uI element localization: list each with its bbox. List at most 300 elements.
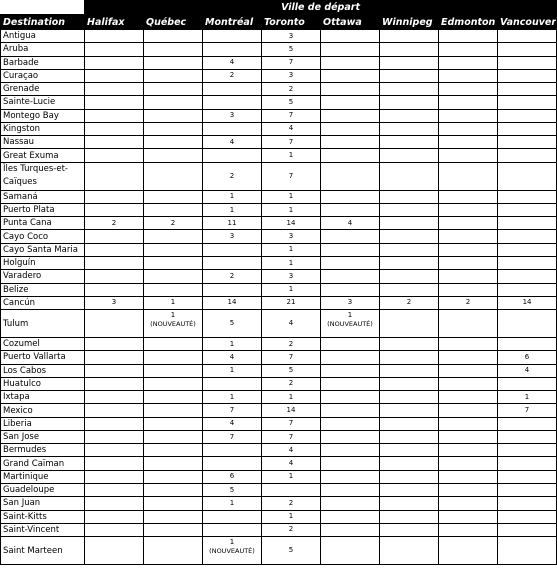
flight-count-cell (262, 470, 321, 483)
flight-count-cell (85, 404, 144, 417)
flight-count-cell (498, 56, 557, 69)
flight-count-value: 7 (288, 58, 294, 67)
flight-count-cell (498, 510, 557, 523)
flight-count-cell (439, 256, 498, 269)
destination-cell: Barbade (1, 56, 85, 69)
destination-cell: Ixtapa (1, 391, 85, 404)
flight-count-cell (439, 30, 498, 43)
flight-count-cell (498, 122, 557, 135)
flight-count-cell (144, 457, 203, 470)
table-row (1, 83, 557, 96)
flight-count-cell (85, 43, 144, 56)
flight-count-cell (439, 537, 498, 565)
flight-count-cell (498, 338, 557, 351)
flight-count-cell (262, 483, 321, 496)
flight-count-cell (144, 523, 203, 536)
flight-count-cell (85, 338, 144, 351)
flight-count-cell (380, 162, 439, 190)
flight-count-value: 6 (229, 472, 235, 481)
table-row (1, 296, 557, 309)
flight-count-cell (262, 430, 321, 443)
city-header: Vancouver (498, 15, 557, 30)
flight-count-cell (85, 283, 144, 296)
table-row (1, 470, 557, 483)
destination-cell: Huatulco (1, 377, 85, 390)
flight-count-value: 7 (288, 111, 294, 120)
flight-count-cell (321, 149, 380, 162)
flight-count-cell (85, 136, 144, 149)
flight-count-cell (498, 256, 557, 269)
flight-count-cell (262, 69, 321, 82)
flight-count-cell (498, 190, 557, 203)
flight-count-cell (144, 470, 203, 483)
flight-count-cell (203, 96, 262, 109)
flight-count-cell (203, 457, 262, 470)
flight-count-cell (380, 69, 439, 82)
flight-count-cell (498, 30, 557, 43)
destination-cell: Cayo Coco (1, 230, 85, 243)
flight-count-cell (498, 230, 557, 243)
flight-count-cell (203, 510, 262, 523)
flight-count-value: 11 (227, 218, 237, 227)
new-route-note: (NOUVEAUTÉ) (150, 320, 196, 329)
destination-cell: Guadeloupe (1, 483, 85, 496)
table-row (1, 404, 557, 417)
flight-count-cell (85, 351, 144, 364)
destination-cell: Liberia (1, 417, 85, 430)
flight-count-cell (321, 122, 380, 135)
flight-count-value: 4 (524, 366, 530, 375)
flight-count-cell (498, 69, 557, 82)
flight-count-cell (262, 162, 321, 190)
flight-count-cell (144, 256, 203, 269)
flight-count-cell (321, 203, 380, 216)
flight-count-cell (498, 283, 557, 296)
flight-count-cell (498, 296, 557, 309)
flight-count-cell (380, 43, 439, 56)
flight-count-cell (321, 417, 380, 430)
flight-count-cell (380, 243, 439, 256)
flight-count-value: 1 (288, 192, 294, 201)
flight-count-cell (380, 364, 439, 377)
flight-count-cell (203, 377, 262, 390)
flight-count-cell (85, 256, 144, 269)
flight-count-cell (203, 69, 262, 82)
flight-count-value: 4 (288, 124, 294, 133)
flight-count-cell (321, 391, 380, 404)
flight-count-cell (144, 109, 203, 122)
flight-count-cell (144, 243, 203, 256)
flight-count-cell (262, 243, 321, 256)
flight-count-cell (498, 109, 557, 122)
destination-cell: Kingston (1, 122, 85, 135)
flight-count-cell (144, 270, 203, 283)
table-row (1, 377, 557, 390)
flight-count-cell (439, 377, 498, 390)
flight-count-cell (262, 136, 321, 149)
departure-city-banner: Ville de départ (85, 1, 557, 15)
destination-cell: Bermudes (1, 444, 85, 457)
city-header: Winnipeg (380, 15, 439, 30)
flight-count-cell (85, 56, 144, 69)
table-row (1, 457, 557, 470)
flight-count-value: 1 (229, 205, 235, 214)
flight-count-cell (321, 470, 380, 483)
flight-count-value: 6 (524, 352, 530, 361)
table-row (1, 523, 557, 536)
flight-count-value: 3 (288, 71, 294, 80)
destination-cell: Great Exuma (1, 149, 85, 162)
flight-count-cell (321, 190, 380, 203)
destination-cell: Samaná (1, 190, 85, 203)
flight-count-cell (498, 404, 557, 417)
flight-count-cell (262, 203, 321, 216)
flight-count-cell (262, 122, 321, 135)
flight-count-cell (380, 430, 439, 443)
flight-count-cell (439, 417, 498, 430)
flight-count-value: 7 (524, 406, 530, 414)
flight-count-cell (439, 190, 498, 203)
table-row (1, 162, 557, 190)
flight-count-cell (85, 190, 144, 203)
flight-count-cell (439, 162, 498, 190)
table-row (1, 69, 557, 82)
flight-count-cell (439, 149, 498, 162)
flight-count-cell (144, 351, 203, 364)
table-row (1, 364, 557, 377)
flight-count-value: 4 (229, 419, 235, 428)
destination-header: Destination (1, 15, 85, 30)
flight-count-cell (85, 83, 144, 96)
destination-cell: Nassau (1, 136, 85, 149)
flight-count-cell (498, 270, 557, 283)
flight-count-cell (85, 510, 144, 523)
flight-count-cell (85, 444, 144, 457)
table-row (1, 230, 557, 243)
flight-count-value: 3 (288, 271, 294, 280)
flight-count-cell (439, 296, 498, 309)
flight-count-cell (439, 444, 498, 457)
flight-count-cell (380, 96, 439, 109)
flight-count-cell (144, 377, 203, 390)
flight-count-cell (144, 296, 203, 309)
destination-cell: San Jose (1, 430, 85, 443)
destination-cell: Holguín (1, 256, 85, 269)
flight-count-cell (262, 230, 321, 243)
flight-count-cell (85, 296, 144, 309)
destination-cell: Mexico (1, 404, 85, 417)
flight-count-value: 5 (288, 546, 294, 555)
table-row (1, 351, 557, 364)
flight-count-value: 1 (347, 311, 353, 320)
table-row (1, 217, 557, 230)
flight-count-value: 5 (288, 97, 294, 106)
flight-count-cell (203, 417, 262, 430)
flight-count-cell (144, 30, 203, 43)
flight-count-cell (262, 364, 321, 377)
flight-count-value: 14 (286, 406, 296, 414)
flight-count-cell (321, 43, 380, 56)
flight-count-cell (380, 510, 439, 523)
flight-count-cell (380, 497, 439, 510)
flight-count-cell (203, 56, 262, 69)
flight-count-cell (203, 310, 262, 338)
flight-count-cell (321, 109, 380, 122)
flight-count-cell (321, 510, 380, 523)
flight-count-cell (439, 430, 498, 443)
flight-count-cell (380, 203, 439, 216)
flight-count-cell (203, 230, 262, 243)
flight-count-cell (321, 256, 380, 269)
flight-count-cell (85, 69, 144, 82)
flight-count-cell (439, 338, 498, 351)
flight-count-cell (380, 256, 439, 269)
flight-count-value: 4 (288, 459, 294, 468)
flight-count-cell (321, 30, 380, 43)
city-header: Toronto (262, 15, 321, 30)
flight-count-cell (85, 364, 144, 377)
flight-count-cell (85, 417, 144, 430)
flight-count-cell (144, 162, 203, 190)
city-header: Halifax (85, 15, 144, 30)
table-row (1, 149, 557, 162)
flight-count-cell (439, 310, 498, 338)
flight-count-cell (203, 122, 262, 135)
flight-count-cell (498, 96, 557, 109)
destination-cell: Grand Caïman (1, 457, 85, 470)
flight-count-cell (321, 457, 380, 470)
flight-count-cell (321, 377, 380, 390)
table-row (1, 96, 557, 109)
flight-count-cell (380, 190, 439, 203)
flight-count-cell (321, 430, 380, 443)
table-row (1, 30, 557, 43)
flight-count-cell (85, 203, 144, 216)
flight-count-value: 5 (288, 44, 294, 53)
destination-cell: Îles Turques-et-Caïques (1, 162, 85, 190)
table-row (1, 283, 557, 296)
flight-count-cell (203, 351, 262, 364)
flight-count-cell (85, 217, 144, 230)
flight-count-cell (85, 149, 144, 162)
flight-count-cell (439, 364, 498, 377)
flight-count-cell (439, 243, 498, 256)
flight-count-value: 5 (288, 366, 294, 375)
flight-count-value: 1 (229, 366, 235, 375)
flight-count-cell (85, 537, 144, 565)
flight-count-cell (262, 310, 321, 338)
flight-count-cell (203, 217, 262, 230)
flight-count-value: 7 (288, 432, 294, 441)
flight-count-cell (498, 457, 557, 470)
flight-count-cell (85, 122, 144, 135)
flight-count-cell (262, 283, 321, 296)
flight-count-cell (262, 338, 321, 351)
flight-count-cell (85, 457, 144, 470)
flight-count-value: 14 (227, 298, 237, 307)
flight-count-cell (85, 430, 144, 443)
flight-count-cell (144, 149, 203, 162)
flight-count-cell (203, 162, 262, 190)
table-row (1, 243, 557, 256)
destination-cell: Martinique (1, 470, 85, 483)
destination-cell: Punta Cana (1, 217, 85, 230)
destination-cell: Antigua (1, 30, 85, 43)
flight-count-value: 4 (229, 58, 235, 67)
flight-count-cell (262, 149, 321, 162)
flight-count-value: 21 (286, 298, 296, 307)
flight-count-cell (262, 43, 321, 56)
flight-count-value: 2 (111, 218, 117, 227)
flight-count-cell (498, 483, 557, 496)
flight-count-cell (144, 136, 203, 149)
destination-cell: Saint-Vincent (1, 523, 85, 536)
flight-count-cell (144, 230, 203, 243)
flight-count-cell (498, 391, 557, 404)
flight-count-cell (144, 190, 203, 203)
table-row (1, 430, 557, 443)
table-row (1, 122, 557, 135)
flight-count-cell (85, 162, 144, 190)
flight-count-cell (380, 457, 439, 470)
flight-count-cell (321, 537, 380, 565)
flight-count-cell (439, 203, 498, 216)
flight-count-value: 2 (288, 84, 294, 93)
destination-cell: Cozumel (1, 338, 85, 351)
flight-count-value: 4 (229, 137, 235, 146)
flight-count-cell (321, 56, 380, 69)
flight-count-cell (144, 364, 203, 377)
flight-count-cell (144, 338, 203, 351)
flight-count-value: 3 (229, 111, 235, 120)
flight-count-cell (439, 56, 498, 69)
flight-count-cell (380, 483, 439, 496)
flight-count-cell (439, 96, 498, 109)
destination-cell: Cayo Santa Maria (1, 243, 85, 256)
flight-count-cell (380, 109, 439, 122)
flight-count-cell (321, 338, 380, 351)
flight-count-cell (498, 351, 557, 364)
destination-cell: Curaçao (1, 69, 85, 82)
destination-cell: Belize (1, 283, 85, 296)
table-row (1, 417, 557, 430)
destination-cell: Puerto Vallarta (1, 351, 85, 364)
flight-count-cell (321, 351, 380, 364)
flight-count-cell (380, 391, 439, 404)
flight-count-cell (321, 483, 380, 496)
destination-cell: Grenade (1, 83, 85, 96)
table-row (1, 43, 557, 56)
flight-count-cell (144, 83, 203, 96)
flight-count-cell (262, 56, 321, 69)
flight-count-cell (203, 256, 262, 269)
flight-count-cell (321, 497, 380, 510)
flight-count-value: 1 (288, 392, 294, 401)
flight-count-cell (439, 351, 498, 364)
flight-count-cell (262, 190, 321, 203)
flight-count-cell (85, 310, 144, 338)
flight-count-cell (262, 391, 321, 404)
flight-count-cell (203, 404, 262, 417)
flight-count-cell (203, 136, 262, 149)
table-row (1, 270, 557, 283)
flight-count-cell (262, 417, 321, 430)
flight-count-value: 3 (288, 31, 294, 40)
flight-count-cell (380, 283, 439, 296)
flight-count-cell (439, 497, 498, 510)
flight-count-cell (203, 391, 262, 404)
flight-count-value: 14 (522, 298, 532, 307)
flight-count-cell (262, 296, 321, 309)
flight-count-cell (144, 217, 203, 230)
flight-count-cell (380, 149, 439, 162)
flight-count-value: 1 (524, 392, 530, 401)
flight-count-cell (144, 510, 203, 523)
flight-count-cell (439, 230, 498, 243)
flight-count-value: 2 (406, 298, 412, 307)
flight-count-cell (144, 56, 203, 69)
flight-count-cell (498, 83, 557, 96)
flight-count-cell (439, 404, 498, 417)
city-header: Edmonton (439, 15, 498, 30)
flight-count-cell (439, 69, 498, 82)
flight-count-cell (439, 457, 498, 470)
flight-count-cell (203, 30, 262, 43)
flight-count-cell (380, 404, 439, 417)
table-row (1, 310, 557, 338)
flight-count-cell (439, 270, 498, 283)
flight-count-value: 7 (288, 352, 294, 361)
flight-count-cell (380, 537, 439, 565)
flight-count-cell (498, 203, 557, 216)
flight-count-cell (144, 537, 203, 565)
destination-cell: San Juan (1, 497, 85, 510)
flight-count-cell (380, 310, 439, 338)
flight-count-cell (498, 470, 557, 483)
flight-count-cell (380, 122, 439, 135)
flight-count-value: 1 (288, 512, 294, 521)
flight-count-cell (321, 83, 380, 96)
flight-count-cell (85, 483, 144, 496)
flight-count-cell (439, 109, 498, 122)
table-row (1, 203, 557, 216)
table-row (1, 510, 557, 523)
flight-count-value: 7 (288, 137, 294, 146)
flight-count-cell (144, 310, 203, 338)
flight-count-cell (380, 270, 439, 283)
flight-count-cell (144, 444, 203, 457)
destination-cell: Los Cabos (1, 364, 85, 377)
flight-count-cell (262, 457, 321, 470)
flight-count-cell (203, 243, 262, 256)
flight-count-value: 2 (288, 525, 294, 534)
flight-count-cell (262, 96, 321, 109)
new-route-note: (NOUVEAUTÉ) (327, 320, 373, 329)
flight-count-cell (262, 83, 321, 96)
flight-count-cell (85, 30, 144, 43)
flight-count-cell (203, 430, 262, 443)
flight-count-value: 1 (229, 392, 235, 401)
flight-count-value: 1 (288, 285, 294, 294)
flight-count-value: 2 (170, 218, 176, 227)
flight-count-cell (203, 83, 262, 96)
flight-count-cell (380, 377, 439, 390)
flight-count-value: 1 (229, 339, 235, 348)
flight-count-value: 2 (229, 271, 235, 280)
flight-count-cell (262, 497, 321, 510)
flight-count-value: 1 (170, 311, 176, 320)
city-header: Montréal (203, 15, 262, 30)
